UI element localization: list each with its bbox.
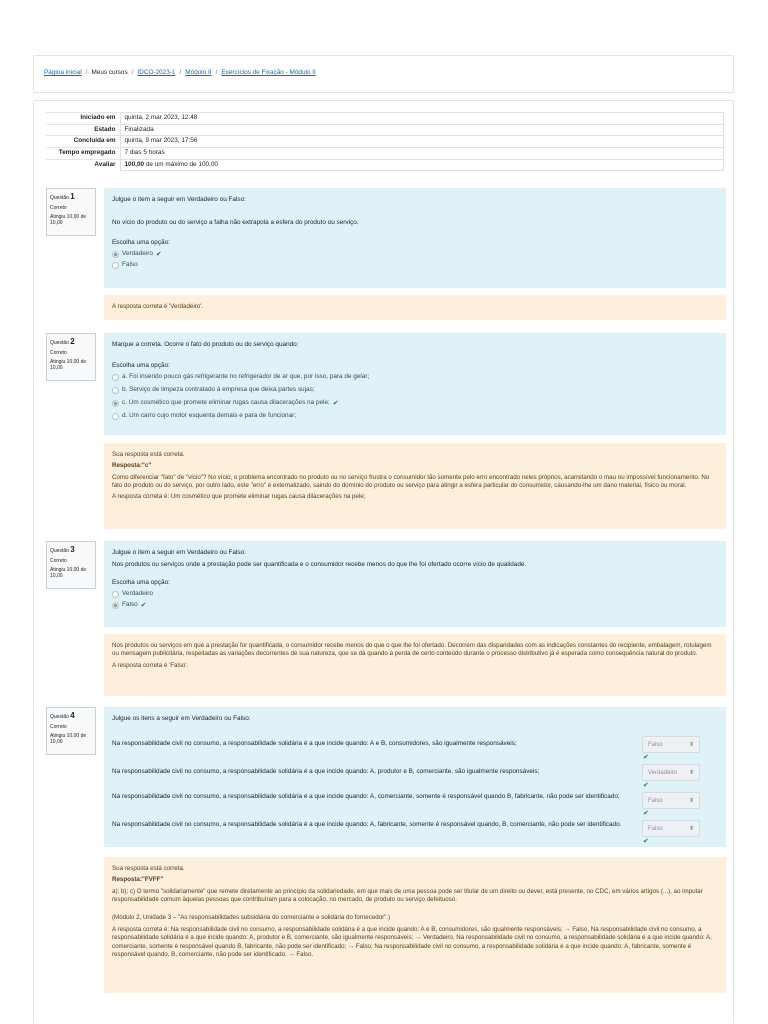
question-state: Correto [50,204,67,211]
question-feedback [104,443,726,529]
select-value: Falso [648,825,663,832]
radio-unchecked[interactable] [112,387,119,394]
answer-select[interactable] [642,820,700,837]
summary-row [46,124,724,136]
summary-label: Avaliar [46,159,120,171]
question-grade: Atingiu 10,00 de 10,00 [50,358,87,372]
attempt-summary-table [46,112,724,171]
option-text: Verdadeiro [122,590,153,598]
check-icon: ✔ [332,400,339,408]
select-value: Falso [648,741,663,748]
feedback-answer: Resposta:"FVFF" [112,876,164,884]
options-label: Escolha uma opção: [112,239,170,247]
updown-arrow-icon: ⬍ [688,797,694,804]
option-a[interactable] [112,371,718,384]
radio-unchecked[interactable] [112,374,119,381]
grade-score: 100,00 [124,160,145,168]
summary-label: Tempo empregado [46,147,120,159]
answer-select[interactable] [642,792,700,809]
check-icon: ✔ [643,837,649,845]
option-text: Verdadeiro [122,250,153,258]
question-number: 4 [70,711,75,720]
question-number: 2 [70,337,75,346]
summary-label: Concluída em [46,136,120,148]
option-b[interactable] [112,384,718,397]
subitem-text: Na responsabilidade civil no consumo, a responsabilidade solidária é a que incide quando: A, produtor e B, comerciante, são igualmente responsáveis; [112,767,540,775]
feedback-correct-answer: A resposta correta é: Um cosmético que promete eliminar rugas causa dilacerações na pele; [112,493,366,501]
question-number: 3 [70,545,75,554]
option-verdadeiro[interactable] [112,589,718,600]
question-content [104,333,726,435]
radio-checked[interactable] [112,251,119,258]
updown-arrow-icon: ⬍ [688,741,694,748]
summary-row [46,147,724,159]
feedback-text: Como diferenciar "fato" de "vício"? No vício, o problema encontrado no produto ou no serviço frustra o consumidor tão somente pelo erro encontrado neles próprios, acarretando o mau ou impossível funcionamento. No fato do produto ou do serviço, por outro lado, este "erro" é externalizado, saindo do domínio do produto ou serviço para atingir a esfera particular do consumidor, causando-lhe um dano material, físico ou moral. [112,473,710,490]
check-icon: ✔ [643,753,649,761]
question-content [104,188,726,288]
feedback-intro: Sua resposta está correta. [112,451,185,458]
radio-checked[interactable] [112,602,119,609]
select-value: Verdadeiro [648,769,678,776]
feedback-text: a); b); c) O termo "solidariamente" que remete diretamente ao princípio da solidariedade, em que mais de uma pessoa pode ser titular de um direito ou dever, está presente, no CDC, em vários artigos (...), ao imputar responsabilidade comum àquelas pessoas que contribuíram para a colocação, no mercado, de produto ou serviço defeituoso. [112,887,703,904]
feedback-correct-answer: A resposta correta é: Na responsabilidade civil no consumo, a responsabilidade solidária é a que incide quando: A e B, consumidores, são igualmente responsáveis; → Falso, Na responsabilidade civil no consumo, a responsabilidade solidária é a que incide quando: A, produtor e B, comerciante, são igualmente responsáveis; → Verdadeiro, Na responsabilidade civil no consumo, a responsabilidade solidária é a que incide quando: A, comerciante, somente é responsável quando B, fabricante, não pode ser identificado; → Falso, Na responsabilidade civil no consumo, a responsabilidade solidária é a que incide quando: A, fabricante, somente é responsável quando, B, comerciante, não pode ser identificado. → Falso. [112,925,712,958]
subitem-row [112,736,718,761]
subitem-row [112,764,718,789]
updown-arrow-icon: ⬍ [688,769,694,776]
radio-unchecked[interactable] [112,413,119,420]
option-text: d. Um carro cujo motor esquenta demais e para de funcionar; [122,412,297,420]
subitem-row [112,792,718,817]
question-info [46,333,96,381]
subitem-text: Na responsabilidade civil no consumo, a responsabilidade solidária é a que incide quando: A e B, consumidores, são igualmente responsáveis; [112,739,517,747]
breadcrumb-separator: / [85,69,88,76]
feedback-reference: (Módulo 2, Unidade 3 – "As responsabilidades subsidiária do comerciante e solidária do fornecedor".) [112,914,391,922]
radio-checked[interactable] [112,400,119,407]
breadcrumb-quiz-link[interactable]: Exercícios de Fixação - Módulo II [221,69,316,76]
breadcrumb-my-courses: Meus cursos [91,69,128,76]
summary-value [120,159,724,171]
question-state: Correto [50,557,67,564]
question-prompt: Julgue o item a seguir em Verdadeiro ou Falso: [112,196,246,203]
options-label: Escolha uma opção: [112,579,170,587]
question-state: Correto [50,349,67,356]
summary-label: Iniciado em [46,113,120,125]
feedback-text: A resposta correta é 'Verdadeiro'. [112,303,204,310]
question-label: Questão [50,548,69,554]
question-content [104,707,726,847]
question-grade: Atingiu 10,00 de 10,00 [50,213,87,227]
question-feedback [104,857,726,993]
question-feedback [104,295,726,320]
breadcrumb [33,55,734,93]
check-icon: ✔ [643,781,649,789]
option-c[interactable] [112,397,718,410]
feedback-correct-answer: A resposta correta é 'Falso'. [112,661,189,669]
question-state: Correto [50,723,67,730]
summary-value: 7 dias 5 horas [120,147,724,159]
answer-select[interactable] [642,764,700,781]
summary-value: quinta, 9 mar 2023, 17:56 [120,136,724,148]
question-prompt: Marque a correta. Ocorre o fato do produto ou do serviço quando: [112,341,299,348]
radio-unchecked[interactable] [112,591,119,598]
question-grade: Atingiu 10,00 de 10,00 [50,732,87,746]
question-statement: Nos produtos ou serviços onde a prestação pode ser quantificada e o consumidor recebe menos do que lhe foi ofertado ocorre vício de qualidade. [112,560,527,568]
options-label: Escolha uma opção: [112,361,170,369]
option-falso[interactable] [112,260,718,271]
question-prompt: Julgue os itens a seguir em Verdadeiro ou Falso: [112,715,251,722]
feedback-intro: Sua resposta está correta. [112,865,185,872]
question-info [46,188,96,236]
feedback-text: Nos produtos ou serviços em que a prestação for quantificada, o consumidor recebe menos do que o que lhe foi ofertado. Decorrem das disparidades com as indicações constantes do recipiente, embalagem, rotulagem ou mensagem publicitária, respeitadas as variações decorrentes de sua natureza, que se dá quando a perda de certo conteúdo durante o processo distributivo já é esperada como consequência natural do produto. [112,642,712,658]
subitem-text: Na responsabilidade civil no consumo, a responsabilidade solidária é a que incide quando: A, comerciante, somente é responsável quando B, fabricante, não pode ser identificado; [112,792,620,800]
option-d[interactable] [112,410,718,423]
question-content [104,541,726,627]
option-falso[interactable] [112,600,718,611]
question-label: Questão [50,340,69,346]
option-verdadeiro[interactable] [112,249,718,260]
feedback-answer: Resposta:"c" [112,462,152,470]
option-text: b. Serviço de limpeza contratado à empresa que deixa partes sujas; [122,386,315,394]
summary-value: Finalizada [120,124,724,136]
grade-max: de um máximo de 100,00 [144,160,218,168]
answer-select[interactable] [642,736,700,753]
breadcrumb-course-link[interactable]: IDCO-2023-1 [137,69,176,76]
question-info [46,707,96,755]
question-feedback [104,634,726,696]
quiz-review-card [33,100,734,1024]
breadcrumb-separator: / [215,69,218,76]
question-prompt: Julgue o item a seguir em Verdadeiro ou Falso: [112,549,246,556]
question-label: Questão [50,195,69,201]
breadcrumb-module-link[interactable]: Módulo II [185,69,212,76]
subitem-text: Na responsabilidade civil no consumo, a responsabilidade solidária é a que incide quando: A, fabricante, somente é responsável quando, B, comerciante, não pode ser identificado. [112,820,622,828]
summary-label: Estado [46,124,120,136]
breadcrumb-separator: / [131,69,134,76]
question-number: 1 [70,192,75,201]
option-text: Falso [122,601,138,609]
summary-value: quinta, 2 mar 2023, 12:48 [120,113,724,125]
subitem-row [112,820,718,845]
check-icon: ✔ [140,601,147,609]
question-grade: Atingiu 10,00 de 10,00 [50,566,87,580]
option-text: a. Foi inserido pouco gás refrigerante no refrigerador de ar que, por isso, para de gelar; [122,373,370,381]
summary-row [46,159,724,171]
question-info [46,541,96,589]
updown-arrow-icon: ⬍ [688,825,694,832]
radio-unchecked[interactable] [112,262,119,269]
breadcrumb-separator: / [179,69,182,76]
summary-row [46,136,724,148]
check-icon: ✔ [643,809,649,817]
breadcrumb-home-link[interactable]: Página inicial [44,69,82,76]
check-icon: ✔ [155,250,162,258]
select-value: Falso [648,797,663,804]
summary-row [46,113,724,125]
question-statement: No vício do produto ou do serviço a falha não extrapola a esfera do produto ou serviço. [112,218,359,226]
option-text: Falso [122,261,138,269]
option-text: c. Um cosmético que promete eliminar rugas causa dilacerações na pele; [122,399,330,407]
question-label: Questão [50,714,69,720]
